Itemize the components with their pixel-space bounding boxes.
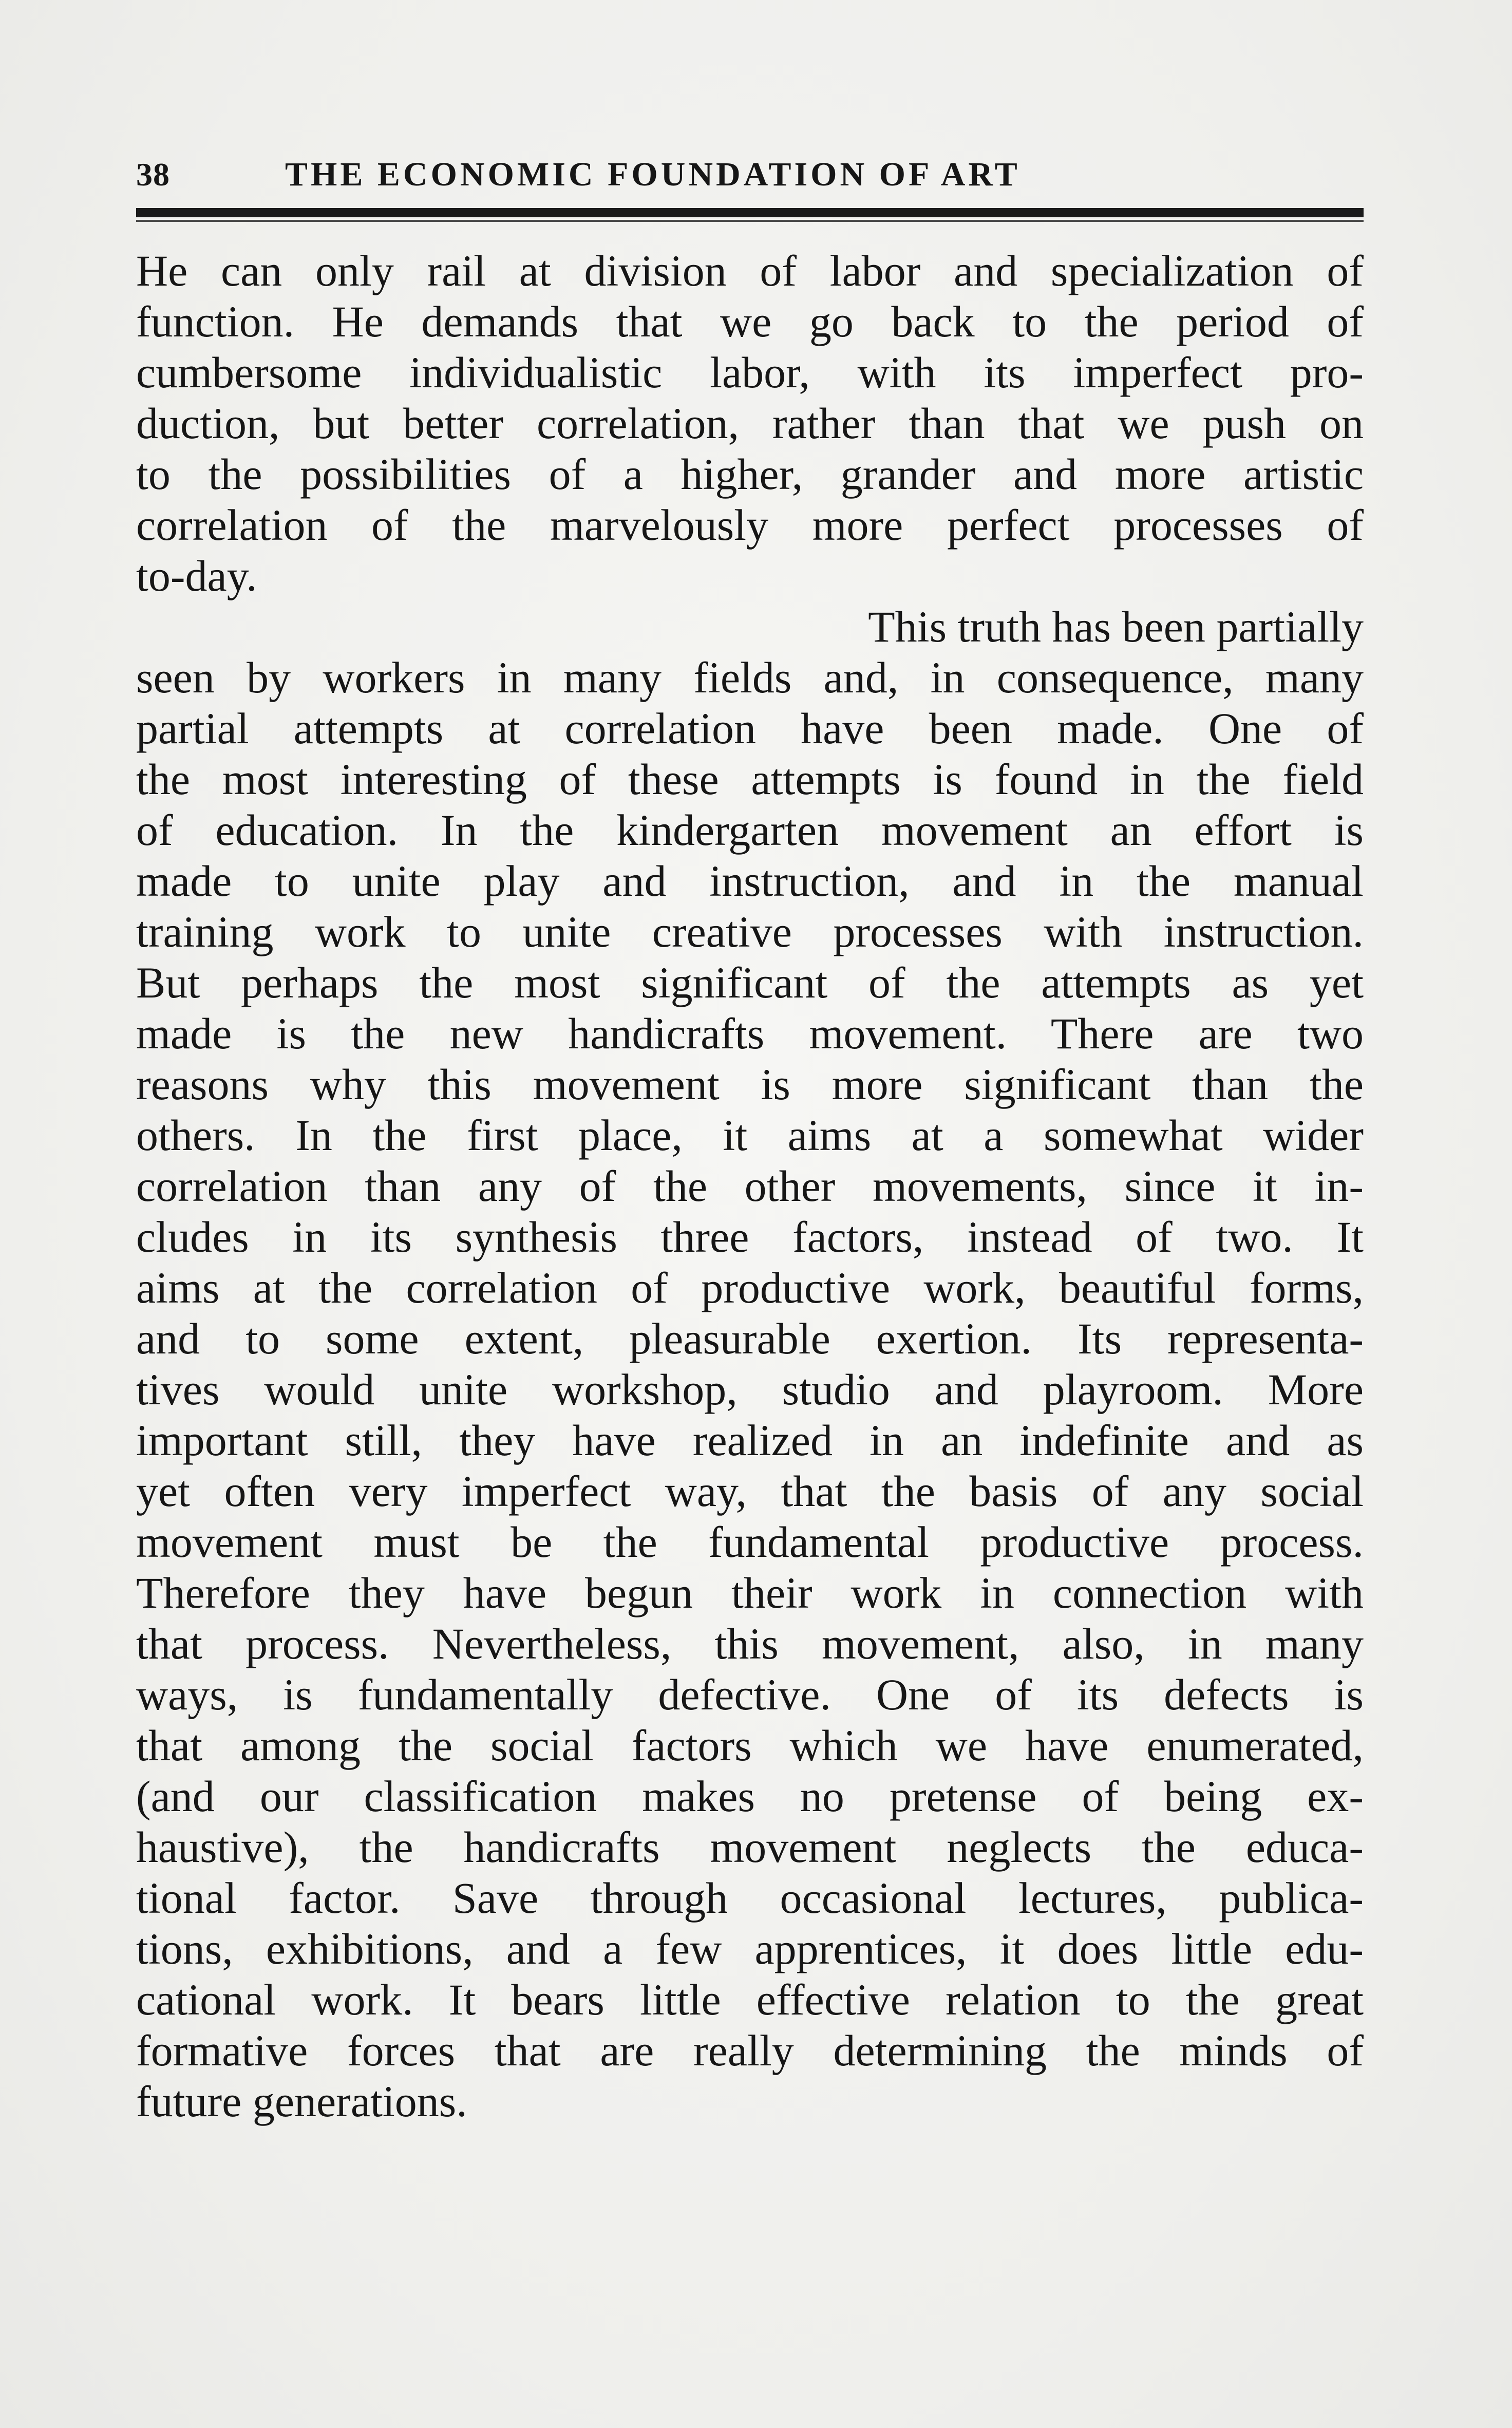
text-line: But perhaps the most significant of the attempts as yet xyxy=(136,958,1364,1007)
text-line: formative forces that are really determining the minds of xyxy=(136,2026,1364,2075)
text-line: correlation of the marvelously more perfect processes of xyxy=(136,500,1364,550)
text-line: important still, they have realized in an indefinite and as xyxy=(136,1416,1364,1465)
text-line: This truth has been partially xyxy=(868,602,1364,651)
page-number: 38 xyxy=(136,156,170,193)
text-line: yet often very imperfect way, that the basis of any social xyxy=(136,1466,1364,1516)
text-line: function. He demands that we go back to the period of xyxy=(136,297,1364,346)
text-line: seen by workers in many fields and, in consequence, many xyxy=(136,653,1364,702)
text-line: tives would unite workshop, studio and playroom. More xyxy=(136,1365,1364,1414)
text-line: that process. Nevertheless, this movement, also, in many xyxy=(136,1619,1364,1668)
text-line: others. In the first place, it aims at a somewhat wider xyxy=(136,1111,1364,1160)
header-rule-thin xyxy=(136,220,1364,222)
text-line: cumbersome individualistic labor, with its imperfect pro- xyxy=(136,348,1364,397)
text-line: duction, but better correlation, rather than that we push on xyxy=(136,399,1364,448)
text-line: the most interesting of these attempts is found in the field xyxy=(136,755,1364,804)
text-line: ways, is fundamentally defective. One of its defects is xyxy=(136,1670,1364,1719)
text-line: partial attempts at correlation have been made. One of xyxy=(136,704,1364,753)
text-line: tional factor. Save through occasional lectures, publica- xyxy=(136,1873,1364,1923)
running-title: THE ECONOMIC FOUNDATION OF ART xyxy=(285,156,1020,193)
text-line: movement must be the fundamental productive process. xyxy=(136,1517,1364,1567)
text-line: of education. In the kindergarten movement an effort is xyxy=(136,805,1364,855)
text-line: reasons why this movement is more significant than the xyxy=(136,1060,1364,1109)
text-line: Therefore they have begun their work in connection with xyxy=(136,1568,1364,1617)
text-line: He can only rail at division of labor and specialization of xyxy=(136,246,1364,295)
text-line: tions, exhibitions, and a few apprentices, it does little edu- xyxy=(136,1924,1364,1973)
text-line: that among the social factors which we have enumerated, xyxy=(136,1721,1364,1770)
text-line: aims at the correlation of productive work, beautiful forms, xyxy=(136,1263,1364,1312)
page-header xyxy=(136,154,1364,195)
text-line: cational work. It bears little effective relation to the great xyxy=(136,1975,1364,2024)
text-line: to the possibilities of a higher, grander and more artistic xyxy=(136,449,1364,499)
text-line: cludes in its synthesis three factors, instead of two. It xyxy=(136,1212,1364,1262)
body-text xyxy=(136,246,1364,2127)
header-rule xyxy=(136,208,1364,217)
text-line: made to unite play and instruction, and in the manual xyxy=(136,856,1364,906)
text-line: made is the new handicrafts movement. There are two xyxy=(136,1009,1364,1058)
text-line: training work to unite creative processes with instruction. xyxy=(136,907,1364,956)
text-line: and to some extent, pleasurable exertion. Its representa- xyxy=(136,1314,1364,1363)
text-line: future generations. xyxy=(136,2077,467,2126)
text-line: correlation than any of the other movements, since it in- xyxy=(136,1161,1364,1211)
text-line: (and our classification makes no pretense of being ex- xyxy=(136,1772,1364,1821)
text-line: to-day. xyxy=(136,551,257,600)
text-line: haustive), the handicrafts movement neglects the educa- xyxy=(136,1822,1364,1872)
